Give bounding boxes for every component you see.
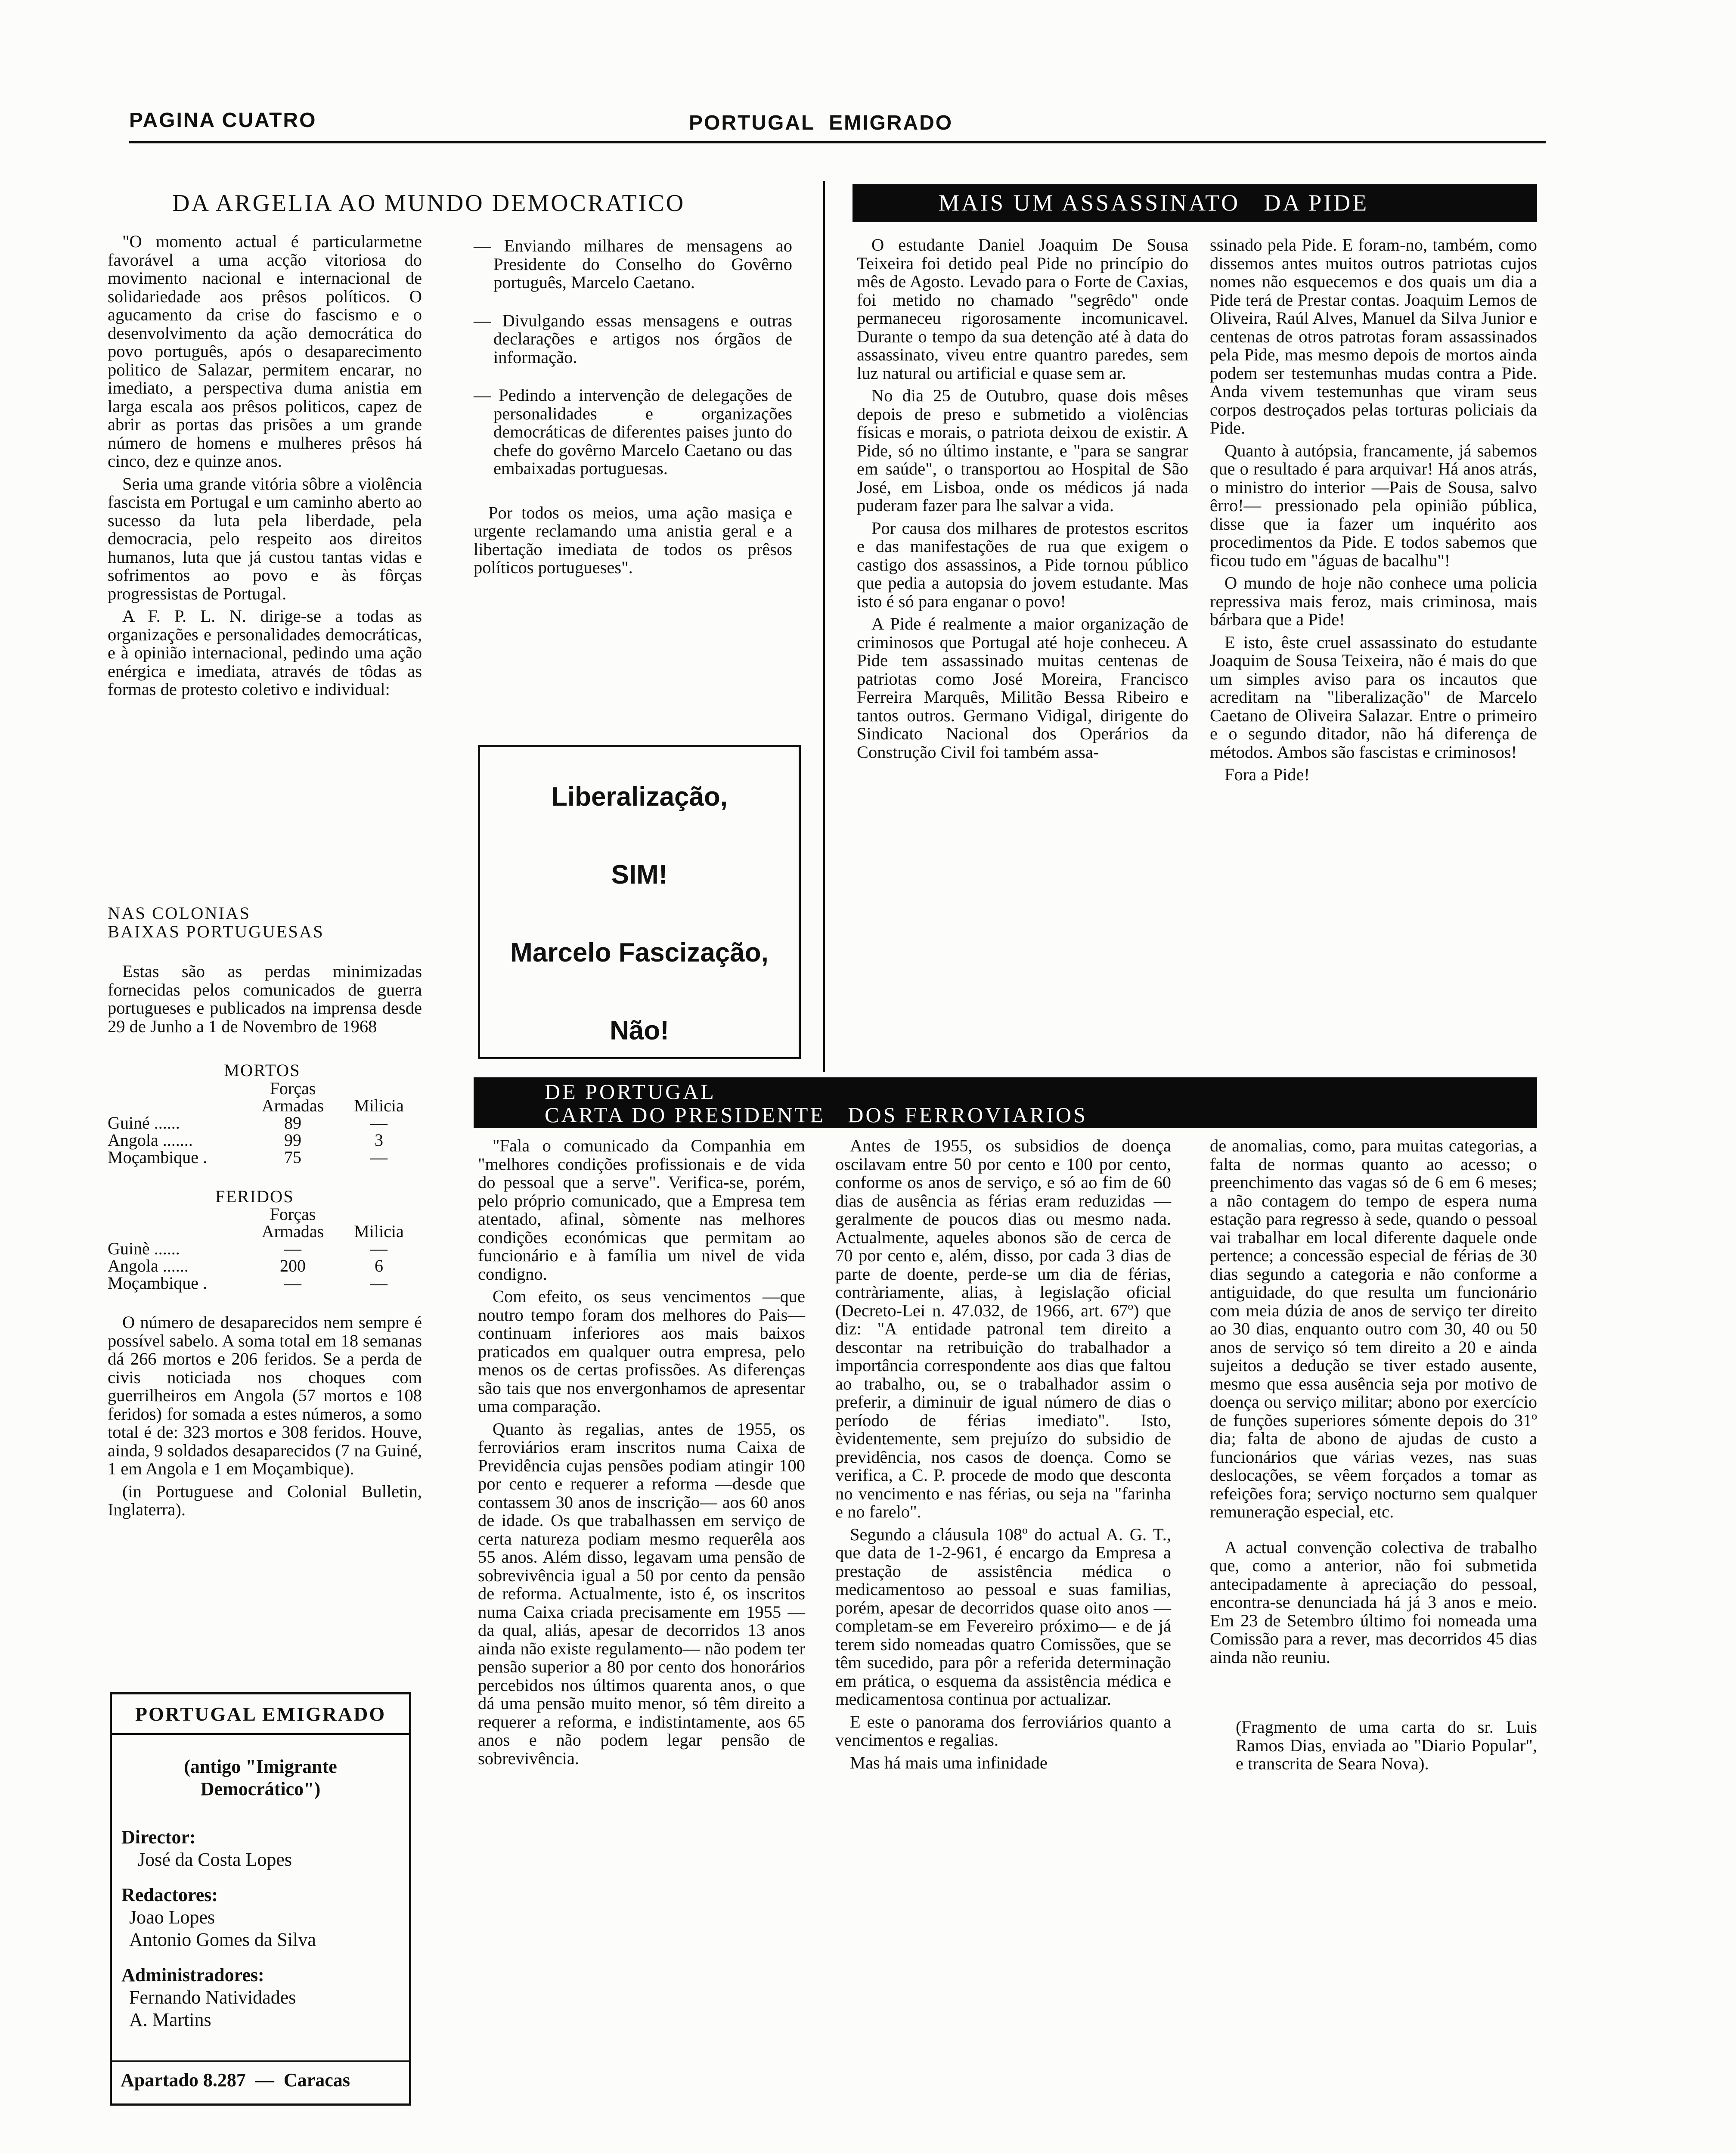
argelia-bullet: — Divulgando essas mensagens e outras declarações e artigos nos órgãos de informação. [474, 310, 792, 367]
region: Moçambique [108, 1273, 199, 1293]
table-row [108, 1257, 422, 1275]
carta-kicker: DE PORTUGAL [545, 1080, 716, 1104]
masthead-box [110, 1692, 411, 2106]
director-name: José da Costa Lopes [138, 1849, 292, 1870]
table-row [108, 1149, 422, 1166]
pide-paragraph: O estudante Daniel Joaquim De Sousa Teixeira foi detido peal Pide no princípio do mês de Agosto. Levado para o Forte de Caxias, foi metido no chamado "segrêdo" onde permaneceu rigorosamente incomunicavel. Durante o tempo da sua detenção até à data do assassinato, viveu entre quantro paredes, sem luz natural ou artificial e quase sem ar. [857, 235, 1188, 383]
carta-paragraph: de anomalias, como, para muitas categorias, a falta de normas quanto ao acesso; o preenchimento das vagas só de 6 em 6 meses; a não contagem do tempo de espera numa estação para regresso à sede, quando o pessoal vai trabalhar em local diferente daquele onde pertence; a concessão especial de férias de 30 dias segundo a categoria e não conforme a antiguidade, do que resulta um funcionário com meia dúzia de anos de serviço ter direito ao 30 dias, enquanto outro com 30, 40 ou 50 anos de serviço só tem direito a 20 e ainda sujeitos a dedução se tiver estado ausente, mesmo que essa ausência seja por motivo de doença ou serviço militar; abono por exercício de funções superiores sómente depois do 31º dia; falta de abono de ajudas de custo a funcionários que várias vezes, nas suas deslocações, se vêem forçados a tomar as refeições fora; serviço nocturno sem qualquer remuneração especial, etc. [1210, 1136, 1537, 1521]
slogan-line: Liberalização, [551, 782, 728, 812]
pide-col1 [857, 236, 1188, 766]
page-number-label: PAGINA CUATRO [129, 109, 317, 132]
pide-paragraph: Quanto à autópsia, francamente, já sabemos que o resultado é para arquivar! Há anos atrás, o ministro do interior —Pais de Sousa, salvo êrro!— pressionado pela opinião pública, disse que ia fazer um inquérito aos procedimentos da Pide. E todos sabemos que ficou tudo em "águas de bacalhu"! [1210, 441, 1537, 570]
colonias-section [108, 904, 422, 1523]
mortos-table [108, 1080, 422, 1166]
region: Angola [108, 1256, 158, 1275]
colonias-source: (in Portuguese and Colonial Bulletin, Inglaterra). [108, 1481, 422, 1519]
pide-col2 [1210, 236, 1537, 788]
argelia-paragraph: A F. P. L. N. dirige-se a todas as organizações e personalidades democráticas, e à opinião internacional, pedindo uma ação enérgica e imediata, através de tôdas as formas de protesto coletivo e individual: [108, 606, 422, 699]
admin-name: A. Martins [129, 2009, 211, 2030]
region: Guinè [108, 1239, 150, 1258]
value: — [370, 1239, 388, 1258]
mortos-title: MORTOS [224, 1061, 301, 1080]
pide-paragraph: Fora a Pide! [1224, 765, 1310, 784]
admin-name: Fernando Natividades [129, 1987, 296, 2008]
col-header: Armadas [261, 1095, 324, 1115]
carta-title-bar [474, 1077, 1537, 1128]
table-row [108, 1132, 422, 1149]
argelia-closing: Por todos os meios, uma ação masiça e urgente reclamando uma anistia geral e a libertação imediata de todos os prêsos políticos portugueses". [474, 503, 792, 577]
carta-paragraph: Mas há mais uma infinidade [850, 1753, 1048, 1772]
carta-paragraph: Quanto às regalias, antes de 1955, os ferroviários eram inscritos numa Caixa de Previdência cujas pensões podiam atingir 100 por cento e requerer a reforma —desde que contassem 30 anos de inscrição— aos 60 anos de idade. Os que trabalhassen em serviço de certa natureza podiam mesmo requerêla aos 55 anos. Além disso, legavam uma pensão de sobrevivência igual a 50 por cento da pensão de reforma. Actualmente, isto é, os inscritos numa Caixa criada precisamente em 1955 —da qual, aliás, apesar de decorridos 13 anos ainda não existe regulamento— não podem ter pensão superior a 80 por cento dos honorários percebidos nos últimos quarenta anos, o que dá uma pensão muito menor, só têm direito a requerer a reforma, e indistintamente, aos 65 anos e não podem legar pensão de sobrevivência. [478, 1419, 805, 1768]
value: 75 [284, 1147, 301, 1167]
carta-col3 [1210, 1137, 1537, 1778]
value: — [370, 1147, 388, 1167]
director-label: Director: [121, 1827, 196, 1848]
slogan-line: Não! [610, 1016, 669, 1045]
carta-paragraph: Com efeito, os seus vencimentos —que noutro tempo foram dos melhores do Pais— continuam inferiores aos mais baixos praticados em qualquer outra empresa, pelo menos os de certas profissões. As diferenças são tais que nos envergonhamos de apresentar uma comparação. [478, 1287, 805, 1416]
col-header: Milicia [354, 1095, 404, 1115]
masthead-subtitle: (antigo "Imigrante [184, 1756, 337, 1777]
value: — [370, 1273, 388, 1293]
table-row [108, 1114, 422, 1132]
value: — [370, 1113, 388, 1132]
header-rule [129, 141, 1546, 143]
pide-paragraph: No dia 25 de Outubro, quase dois mêses depois de preso e submetido a violências físicas e morais, o patriota deixou de existir. A Pide, só no último instante, e "para se sangrar em saúde", o transportou ao Hospital de São José, em Lisboa, onde os médicos já nada puderam fazer para lhe salvar a vida. [857, 386, 1188, 515]
carta-title: CARTA DO PRESIDENTE DOS FERROVIARIOS [545, 1103, 1088, 1127]
masthead-rule [112, 2060, 409, 2062]
leader-dots: ....... [162, 1130, 193, 1150]
carta-col1 [478, 1137, 805, 1772]
value: — [284, 1239, 301, 1258]
argelia-col1 [108, 233, 422, 703]
feridos-title: FERIDOS [215, 1186, 294, 1206]
region: Guiné [108, 1113, 150, 1132]
colonias-title: BAIXAS PORTUGUESAS [108, 921, 324, 941]
colonias-title: NAS COLONIAS [108, 903, 251, 923]
pide-paragraph: Por causa dos milhares de protestos escritos e das manifestações de rua que exigem o castigo dos assassinos, a Pide tornou público que pedia a autopsia do jovem estudante. Mas isto é só para enganar o povo! [857, 518, 1188, 611]
carta-paragraph: E este o panorama dos ferroviários quanto a vencimentos e regalias. [835, 1712, 1171, 1750]
pide-title-bar [852, 184, 1537, 222]
carta-paragraph: Antes de 1955, os subsidios de doença oscilavam entre 50 por cento e 100 por cento, conforme os anos de serviço, e só ao fim de 60 dias de ausência as férias eram reduzidas — geralmente de poucos dias ou mesmo nada. Actualmente, aqueles abonos são de cerca de 70 por cento e, além, disso, por cada 3 dias de parte de doente, perde-se um dia de férias, contràriamente, alias, à legislação oficial (Decreto-Lei n. 47.032, de 1966, art. 67º) que diz: "A entidade patronal tem direito a descontar na retribuição do trabalhador a importância correspondente aos dias que faltou ao trabalho, ou, se o trabalhador assim o preferir, a diminuir de igual número de dias o período de férias imediato". Isto, èvidentemente, sem prejuízo do subsidio de previdência, nos casos de doença. Como se verifica, a C. P. procede de modo que desconta no vencimento e nas férias, ou seja na "farinha e no farelo". [835, 1136, 1171, 1521]
value: 99 [284, 1130, 301, 1150]
newspaper-name: PORTUGAL EMIGRADO [689, 112, 953, 134]
admin-label: Administradores: [121, 1964, 264, 1985]
redactores-label: Redactores: [121, 1884, 218, 1905]
carta-paragraph: "Fala o comunicado da Companhia em "melhores condições profissionais e de vida do pessoal que a serve". Verifica-se, porém, pelo próprio comunicado, que a Empresa tem atentado, afinal, sòmente nas melhores condições económicas que permitam ao funcionário e à família um nivel de vida condigno. [478, 1136, 805, 1284]
value: 3 [375, 1130, 383, 1150]
leader-dots: ...... [154, 1113, 180, 1132]
value: 89 [284, 1113, 301, 1132]
feridos-table [108, 1206, 422, 1292]
value: 6 [375, 1256, 383, 1275]
region: Moçambique [108, 1147, 199, 1167]
carta-paragraph: Segundo a cláusula 108º do actual A. G. T., que data de 1-2-961, é encargo da Empresa a prestação de assistência médica o medicamentoso ao pessoal e suas familias, porém, apesar de decorridos quase oito anos —completam-se em Fevereiro próximo— e de já terem sido nomeadas quatro Comissões, que se têm sucedido, para pôr a referida determinação em prática, o esquema da assistência médica e medicamentosa continua por actualizar. [835, 1524, 1171, 1709]
argelia-paragraph: Seria uma grande vitória sôbre a violência fascista em Portugal e um caminho aberto ao sucesso da luta pela liberdade, pela democracia, pelo respeito aos direitos humanos, luta que já custou tantas vidas e sofrimentos ao povo e às fôrças progressistas de Portugal. [108, 474, 422, 603]
table-row [108, 1240, 422, 1257]
argelia-paragraph: "O momento actual é particularmetne favorável a uma acção vitoriosa do movimento nacional e internacional de solidariedade aos prêsos políticos. O agucamento da crise do fascismo e o desenvolvimento da ação democrática do povo português, após o desaparecimento politico de Salazar, permitem encarar, no imediato, a perspectiva duma anistia em larga escala aos prêsos politicos, capez de abrir as portas das prisões a um grande número de homens e mulheres prêsos há cinco, dez e quinze anos. [108, 232, 422, 471]
argelia-bullet: — Enviando milhares de mensagens ao Presidente do Conselho do Govêrno português, Marcelo Caetano. [474, 236, 792, 292]
pide-paragraph: A Pide é realmente a maior organização de criminosos que Portugal até hoje conheceu. A Pide tem assassinado muitas centenas de patriotas como José Moreira, Francisco Ferreira Marquês, Militão Bessa Ribeiro e tantos outros. Germano Vidigal, dirigente do Sindicato Nacional dos Operários da Construção Civil foi também assa- [857, 614, 1188, 762]
pide-paragraph: E isto, êste cruel assassinato do estudante Joaquim de Sousa Teixeira, não é mais do que um simples aviso para os incautos que acreditam na "liberalização" de Marcelo Caetano de Oliveira Salazar. Entre o primeiro e o segundo ditador, não há diferença de métodos. Ambos são fascistas e criminosos! [1210, 632, 1537, 762]
colonias-intro: Estas são as perdas minimizadas fornecidas pelos comunicados de guerra portugueses e publicados na imprensa desde 29 de Junho a 1 de Novembro de 1968 [108, 962, 422, 1036]
leader-dots: . [203, 1273, 208, 1293]
region: Angola [108, 1130, 158, 1150]
colonias-text: O número de desaparecidos nem sempre é possível sabelo. A soma total em 18 semanas dá 266 mortos e 206 feridos. Se a perda de civis noticiada nos choques com guerrilheiros em Angola (57 mortos e 108 feridos) for somada a estes números, a somo total é de: 323 mortos e 308 feridos. Houve, ainda, 9 soldados desaparecidos (7 na Guiné, 1 em Angola e 1 em Moçambique). [108, 1312, 422, 1478]
pide-paragraph: O mundo de hoje não conhece uma policia repressiva mais feroz, mais criminosa, mais bárbara que a Pide! [1210, 573, 1537, 629]
value: 200 [280, 1256, 306, 1275]
col-header: Armadas [261, 1222, 324, 1241]
masthead-address: Apartado 8.287 — Caracas [121, 2069, 350, 2091]
col-header: Milicia [354, 1222, 404, 1241]
carta-col2 [835, 1137, 1171, 1776]
leader-dots: ...... [154, 1239, 180, 1258]
table-row [108, 1275, 422, 1292]
masthead-subtitle: Democrático") [200, 1778, 321, 1799]
masthead-title: PORTUGAL EMIGRADO [135, 1703, 386, 1725]
argelia-col2 [474, 237, 792, 581]
argelia-bullet: — Pedindo a intervenção de delegações de personalidades e organizações democráticas de diferentes paises junto do chefe do govêrno Marcelo Caetano ou das embaixadas portuguesas. [474, 385, 792, 478]
slogan-line: SIM! [611, 860, 668, 890]
redactor-name: Joao Lopes [129, 1907, 215, 1928]
value: — [284, 1273, 301, 1293]
col-header: Forças [270, 1204, 316, 1224]
slogan-box [478, 745, 801, 1059]
redactor-name: Antonio Gomes da Silva [129, 1929, 316, 1950]
column-divider [823, 181, 825, 1072]
slogan-line: Marcelo Fascização, [510, 938, 769, 968]
carta-paragraph: A actual convenção colectiva de trabalho que, como a anterior, não foi submetida antecipadamente à apreciação do pessoal, encontra-se denunciada há já 3 anos e meio. Em 23 de Setembro último foi nomeada uma Comissão para a rever, mas decorridos 45 dias ainda não reuniu. [1210, 1537, 1537, 1667]
pide-title: MAIS UM ASSASSINATO DA PIDE [939, 190, 1369, 216]
leader-dots: . [203, 1147, 208, 1167]
leader-dots: ...... [162, 1256, 189, 1275]
argelia-title: DA ARGELIA AO MUNDO DEMOCRATICO [172, 190, 685, 217]
col-header: Forças [270, 1078, 316, 1098]
pide-paragraph: ssinado pela Pide. E foram-no, também, como dissemos antes muitos outros patriotas cujos nomes não esquecemos e dos quais um dia a Pide terá de Prestar contas. Joaquim Lemos de Oliveira, Raúl Alves, Manuel da Silva Junior e centenas de otros patrotas foram assassinados pela Pide, mas mesmo depois de mortos ainda podem ser testemunhas mudas contra a Pide. Anda vivem testemunhas que viram seus corpos destroçados pelas torturas policiais da Pide. [1210, 235, 1537, 437]
carta-note: (Fragmento de uma carta do sr. Luis Ramos Dias, enviada ao "Diario Popular", e transcrita de Seara Nova). [1236, 1717, 1537, 1773]
masthead-rule [112, 1733, 409, 1735]
